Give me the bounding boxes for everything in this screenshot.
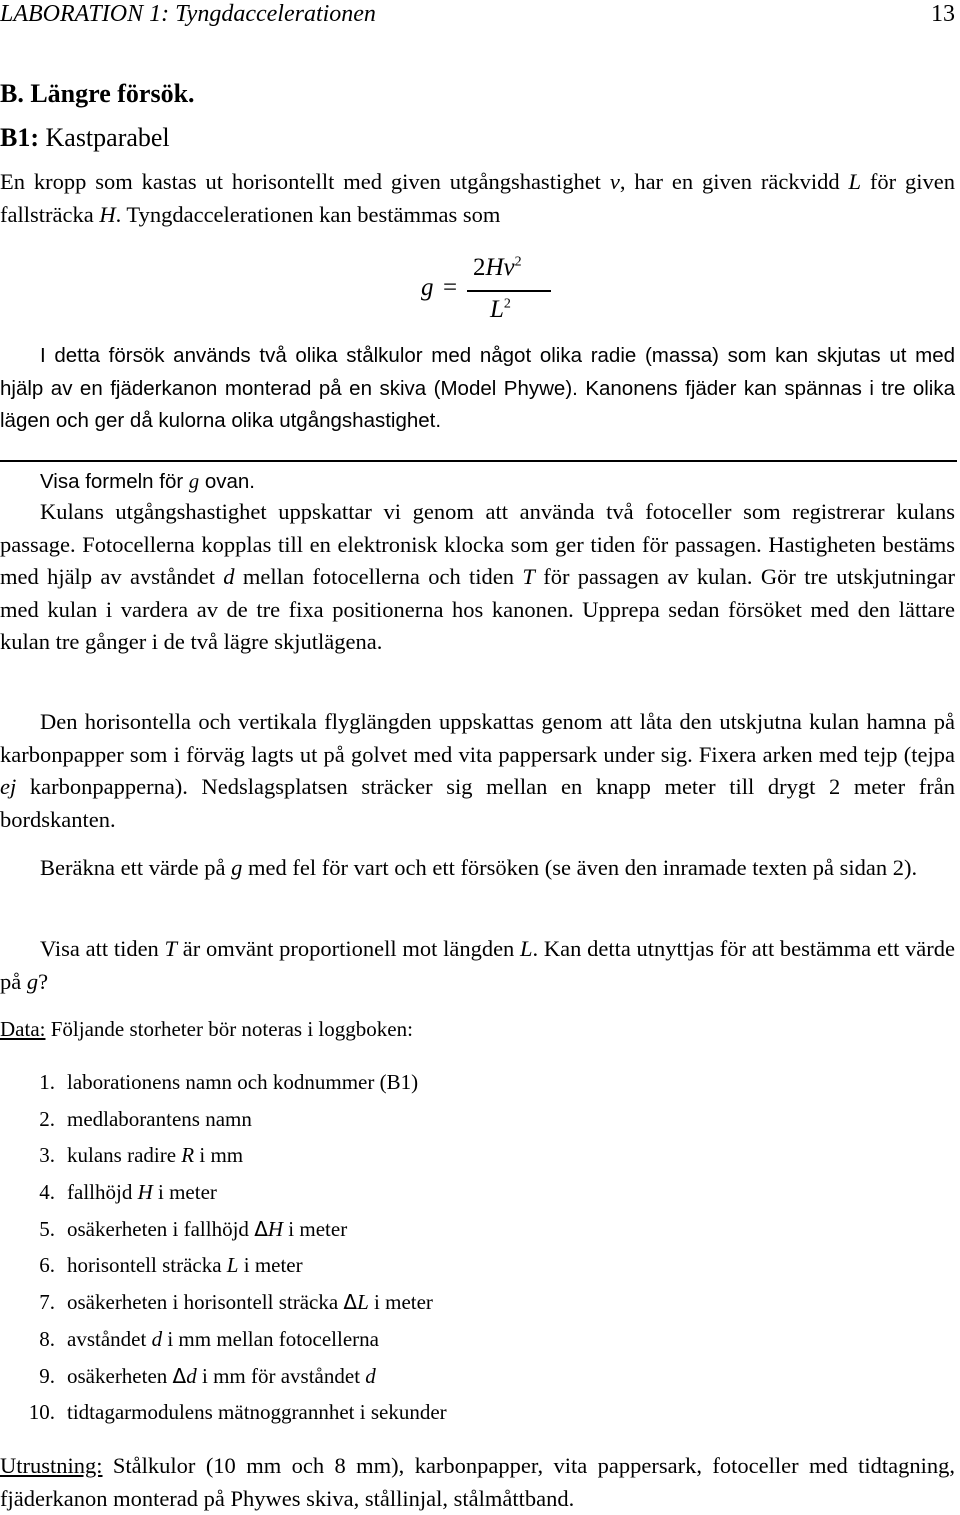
subsection-label: B1:	[0, 123, 39, 152]
list-number: 4.	[39, 1180, 55, 1205]
item-symbol: H	[137, 1180, 153, 1205]
list-item	[0, 1064, 700, 1101]
equipment-label: Utrustning:	[0, 1453, 103, 1478]
item-text: i mm för avståndet	[196, 1363, 366, 1388]
intro-text-1: En kropp som kastas ut horisontellt med given utgångshastighet	[0, 169, 610, 194]
section-heading: B. Längre försök.	[0, 79, 195, 108]
item-text: laborationens namn och kodnummer (B1)	[67, 1070, 419, 1094]
flight-paragraph	[0, 706, 955, 836]
list-text	[67, 1211, 347, 1248]
formula-denominator	[490, 294, 511, 327]
symbol-g: g	[231, 855, 243, 880]
item-symbol: H	[267, 1216, 284, 1241]
intro-text-3: för given fallsträcka	[0, 169, 955, 227]
task-formula	[40, 466, 940, 499]
item-text: kulans radire	[67, 1143, 182, 1168]
list-number: 9.	[39, 1363, 55, 1388]
prop-text-1: Visa att tiden	[40, 936, 165, 961]
denominator-exponent: 2	[503, 296, 511, 312]
list-number: 3.	[39, 1143, 55, 1168]
velocity-text-3: för passagen av kulan. Gör tre utskjutningar med kulan i vardera av de tre fixa positionerna hos kanonen. Upprepa sedan försöket med den lättare kulan tre gånger i de två lägre skjutlägena.	[0, 564, 955, 654]
symbol-ej: ej	[0, 774, 17, 799]
symbol-L: L	[848, 169, 862, 194]
item-symbol: L	[226, 1253, 239, 1278]
list-text	[67, 1358, 376, 1395]
flight-text-1: Den horisontella och vertikala flyglängden uppskattas genom att låta den utskjutna kulan hamna på karbonpapper som i förväg lagts ut på golvet med vita pappersark under sig. Fixera arken med tejp (tejpa	[0, 709, 955, 767]
subsection-title: Kastparabel	[45, 123, 170, 152]
item-text: tidtagarmodulens mätnoggrannhet i sekunder	[67, 1400, 447, 1425]
list-number: 5.	[39, 1216, 55, 1241]
list-item	[0, 1394, 700, 1431]
symbol-g: g	[188, 471, 200, 493]
page-header	[0, 0, 955, 30]
symbol-L: L	[520, 936, 533, 961]
list-text	[67, 1174, 217, 1211]
item-symbol: L	[357, 1290, 369, 1315]
item-text: horisontell sträcka	[67, 1253, 227, 1278]
denominator-symbol: L	[490, 296, 504, 323]
task-formula-text-2: ovan.	[199, 470, 255, 493]
equipment-paragraph	[0, 1450, 955, 1515]
item-text: osäkerheten i fallhöjd	[67, 1216, 255, 1241]
gravity-formula	[415, 248, 555, 328]
velocity-paragraph	[0, 496, 955, 659]
symbol-T: T	[164, 936, 178, 961]
task-formula-text-1: Visa formeln för	[40, 470, 189, 493]
item-symbol: R	[181, 1143, 195, 1168]
description-paragraph: I detta försök används två olika stålkulor med något olika radie (massa) som kan skjutas ut med hjälp av en fjäderkanon monterad på en skiva (Model Phywe). Kanonens fjäder kan spännas i tre olika lägen och ger då kulorna olika utgångshastighet.	[0, 344, 955, 432]
data-heading	[0, 1013, 955, 1046]
intro-paragraph	[0, 166, 955, 231]
fraction-bar	[467, 290, 551, 292]
symbol-T: T	[522, 564, 535, 589]
list-text	[67, 1064, 418, 1101]
list-number: 1.	[39, 1070, 55, 1094]
horizontal-rule	[0, 460, 957, 462]
formula-equals: =	[443, 274, 458, 301]
list-text	[67, 1284, 433, 1321]
calc-text-2: med fel för vart och ett försöken (se även den inramade texten på sidan 2).	[242, 855, 918, 880]
list-number: 7.	[39, 1290, 55, 1315]
equipment-text: Stålkulor (10 mm och 8 mm), karbonpapper, vita pappersark, fotoceller med tidtagning, fjäderkanon monterad på Phywes skiva, stållinjal, stålmåttband.	[0, 1453, 955, 1511]
list-item	[0, 1137, 700, 1174]
calc-paragraph	[0, 852, 955, 885]
item-text: i meter	[152, 1180, 217, 1205]
delta-symbol: Δ	[254, 1216, 268, 1241]
list-text	[67, 1247, 303, 1284]
list-text	[67, 1321, 379, 1358]
item-text: medlaborantens namn	[67, 1106, 252, 1131]
list-item	[0, 1321, 700, 1358]
item-symbol: d	[365, 1363, 376, 1388]
item-text: i meter	[368, 1290, 433, 1315]
item-text: fallhöjd	[67, 1180, 138, 1205]
item-text: i mm	[194, 1143, 244, 1168]
item-text: i meter	[283, 1216, 348, 1241]
data-label: Data:	[0, 1017, 46, 1041]
formula-lhs: g	[421, 274, 434, 301]
list-item	[0, 1247, 700, 1284]
list-item	[0, 1284, 700, 1321]
list-item	[0, 1174, 700, 1211]
data-list	[0, 1064, 700, 1431]
formula-numerator: 2Hv$^2$	[473, 254, 522, 281]
header-title: LABORATION 1: Tyngdaccelerationen	[0, 1, 376, 27]
data-text: Följande storheter bör noteras i loggboken:	[45, 1017, 413, 1041]
flight-text-2: karbonpapperna). Nedslagsplatsen sträcker sig mellan en knapp meter till drygt 2 meter från bordskanten.	[0, 774, 955, 832]
item-text: osäkerheten	[67, 1363, 173, 1388]
delta-symbol: Δ	[172, 1363, 187, 1388]
calc-text-1: Beräkna ett värde på	[40, 855, 232, 880]
symbol-v: v	[609, 169, 620, 194]
list-item	[0, 1211, 700, 1248]
prop-text-4: ?	[38, 968, 49, 994]
list-number: 2.	[39, 1106, 55, 1131]
list-item	[0, 1101, 700, 1138]
list-text	[67, 1137, 243, 1174]
delta-symbol: Δ	[343, 1290, 358, 1315]
prop-text-2: är omvänt proportionell mot längden	[177, 936, 521, 961]
proportion-paragraph	[0, 933, 955, 998]
page-number: 13	[931, 1, 955, 27]
item-symbol: d	[186, 1363, 197, 1388]
item-text: osäkerheten i horisontell sträcka	[67, 1290, 344, 1315]
item-text: i meter	[238, 1253, 303, 1278]
list-text	[67, 1101, 252, 1138]
numerator-exponent: 2	[514, 254, 522, 270]
list-number: 8.	[39, 1326, 55, 1351]
item-text: avståndet	[67, 1326, 152, 1351]
prop-text-3: . Kan detta utnyttjas för att bestämma ett värde på	[0, 936, 956, 994]
item-text: i mm mellan fotocellerna	[162, 1326, 379, 1351]
symbol-g: g	[26, 968, 39, 994]
list-text	[67, 1394, 447, 1431]
velocity-text-2: mellan fotocellerna och tiden	[234, 564, 523, 589]
list-number: 10.	[28, 1400, 55, 1425]
intro-text-4: . Tyngdaccelerationen kan bestämmas som	[115, 201, 501, 227]
subsection-heading	[0, 122, 955, 154]
symbol-H: H	[99, 201, 116, 227]
velocity-text-1: Kulans utgångshastighet uppskattar vi genom att använda två fotoceller som registrerar kulans passage. Fotocellerna kopplas till en elektronisk klocka som ger tiden för passagen. Hastigheten bestäms med hjälp av avståndet	[0, 499, 955, 589]
intro-text-2: , har en given räckvidd	[619, 169, 849, 194]
item-symbol: d	[151, 1326, 163, 1351]
list-number: 6.	[39, 1253, 55, 1278]
list-item	[0, 1358, 700, 1395]
symbol-d: d	[223, 564, 235, 589]
